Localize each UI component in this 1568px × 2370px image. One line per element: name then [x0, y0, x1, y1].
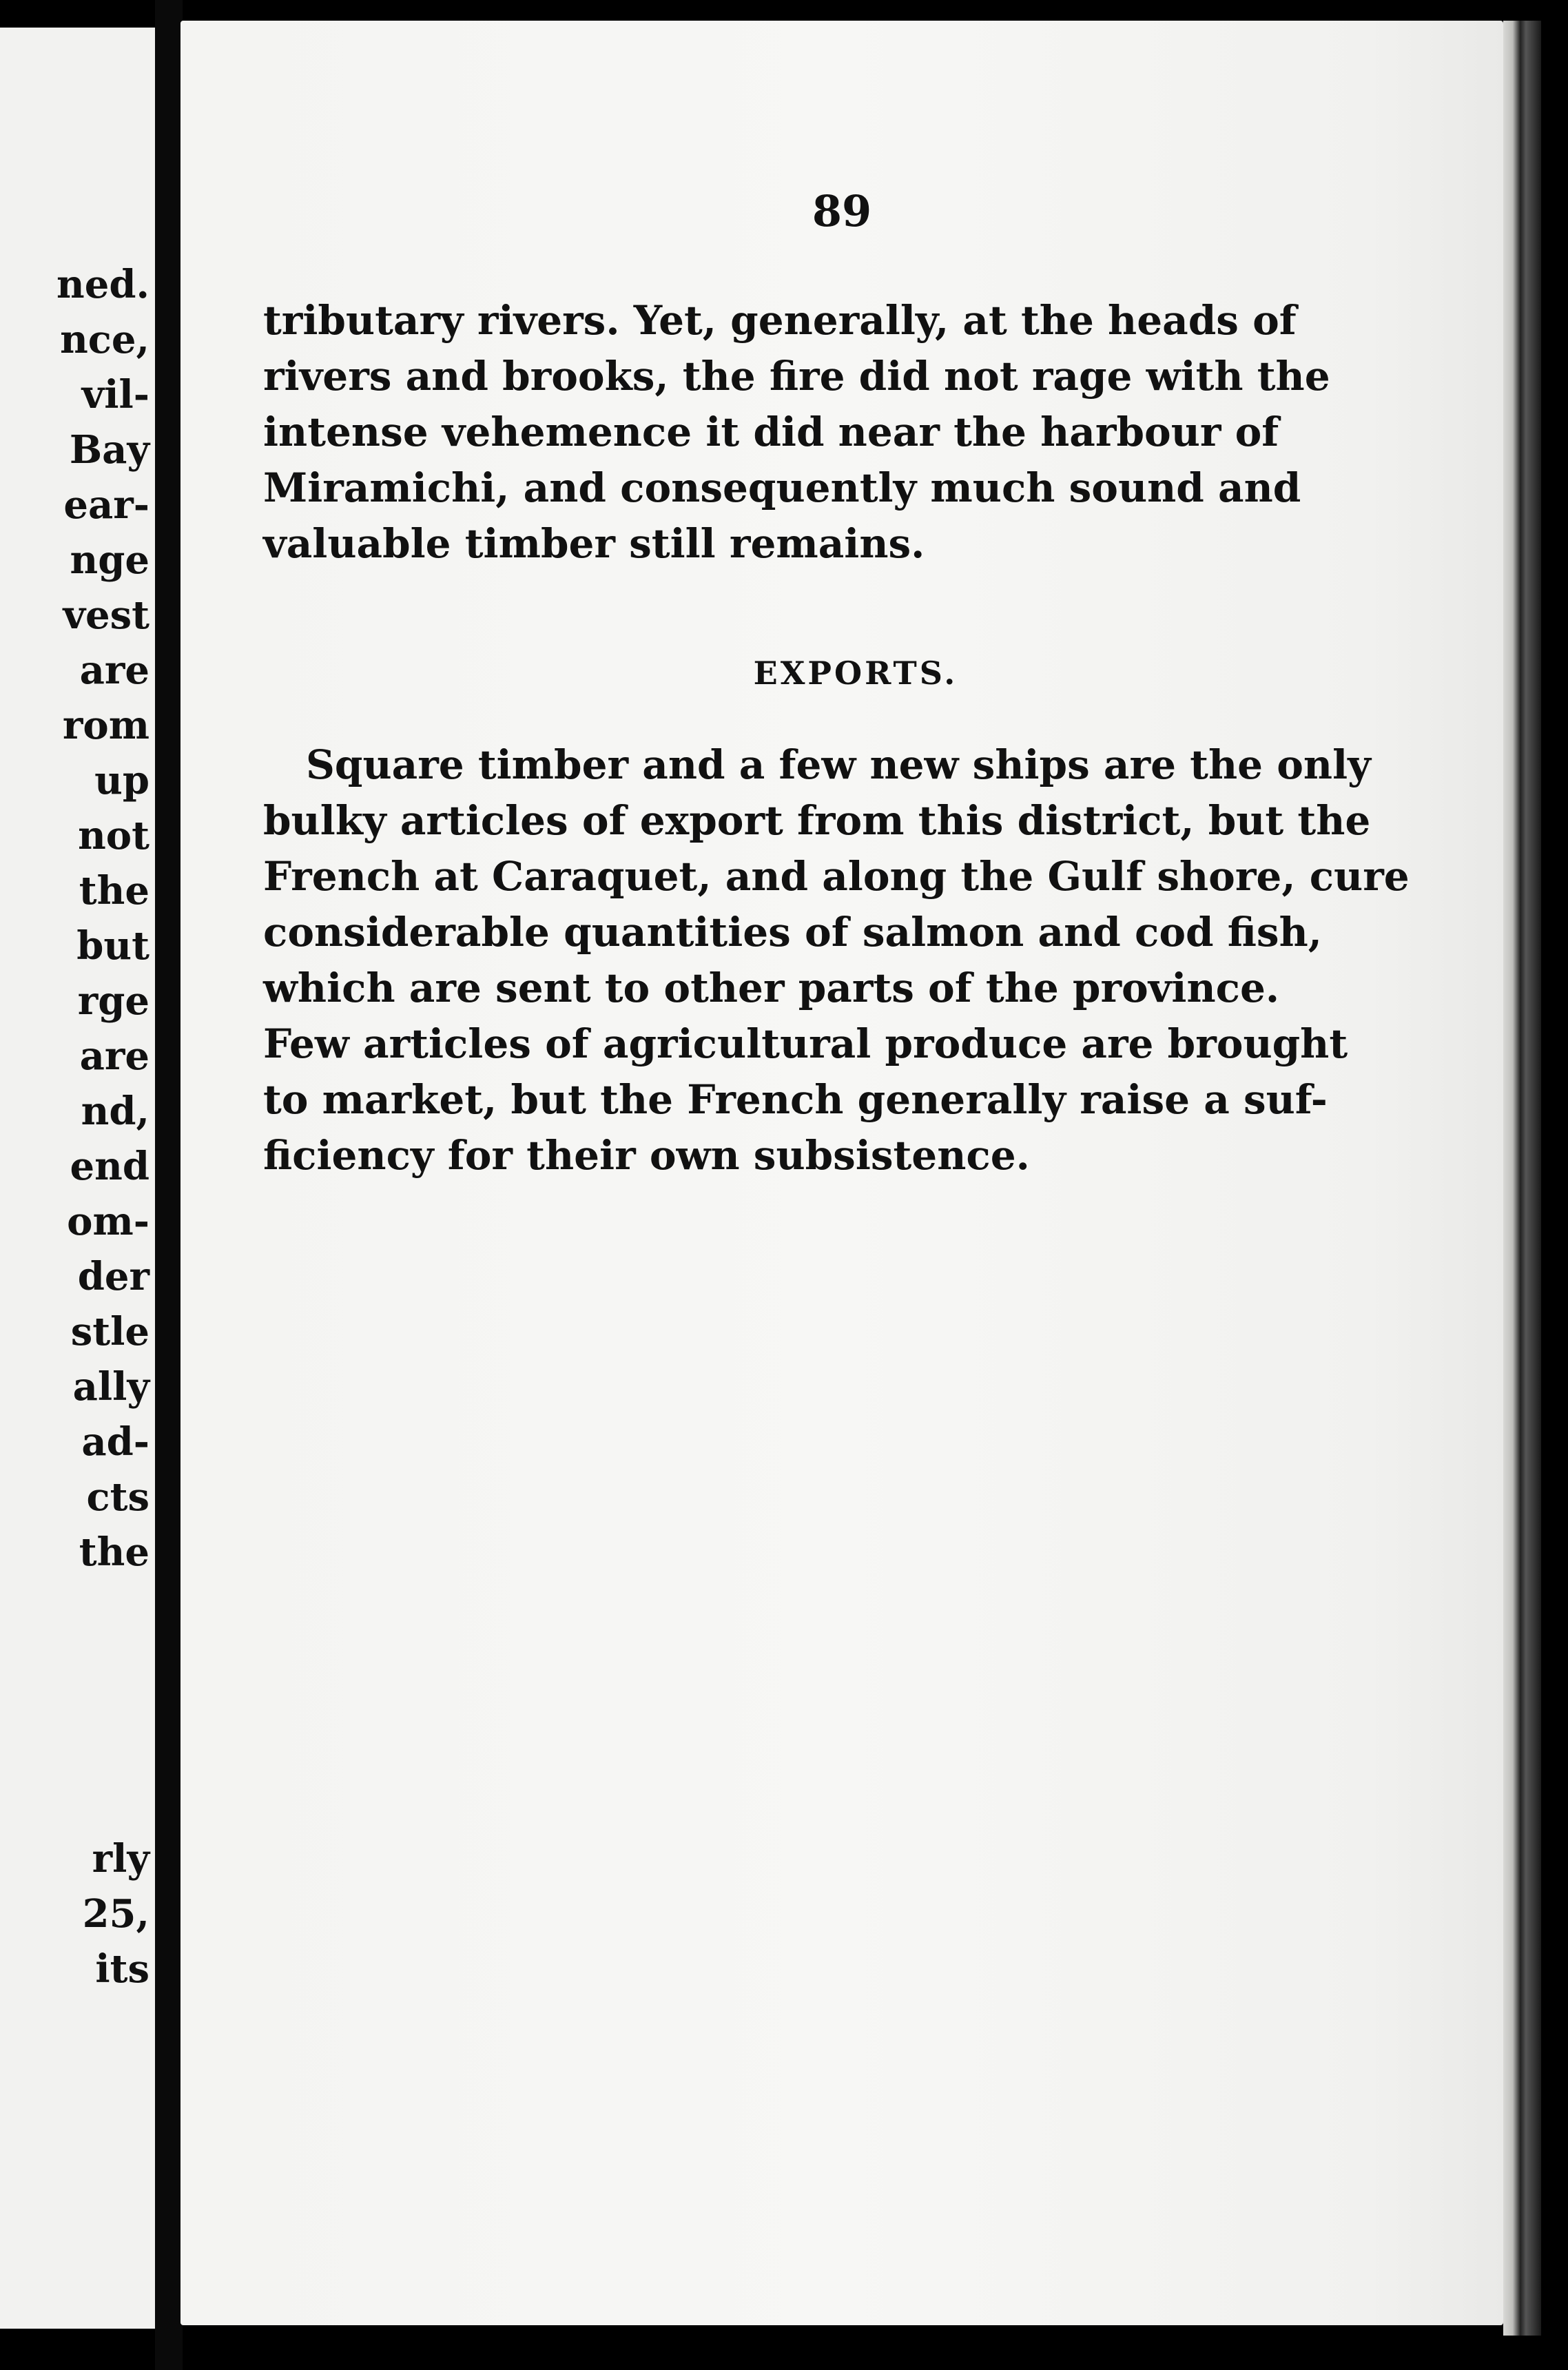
- left-fragment: the: [79, 1529, 149, 1575]
- left-fragment: rom: [62, 703, 149, 748]
- left-fragment: Bay: [69, 427, 149, 473]
- left-fragment: its: [95, 1946, 149, 1992]
- left-fragment: are: [79, 648, 149, 693]
- left-fragment: der: [77, 1254, 149, 1299]
- text-line: considerable quantities of salmon and cod fish,: [263, 909, 1322, 956]
- paragraph-tributary: [263, 293, 1330, 572]
- left-fragment: ned.: [56, 262, 149, 307]
- left-page-fragment: [0, 28, 155, 2329]
- left-fragment: ad-: [81, 1419, 149, 1465]
- left-fragment: are: [79, 1033, 149, 1079]
- left-fragment: up: [94, 758, 149, 803]
- left-fragment: ally: [72, 1364, 149, 1410]
- text-line: intense vehemence it did near the harbour of: [263, 409, 1279, 455]
- book-page-edge: [1503, 21, 1541, 2336]
- left-fragment: vil-: [81, 372, 149, 418]
- left-fragment: but: [76, 923, 149, 969]
- left-fragment: nge: [70, 537, 149, 583]
- text-line: bulky articles of export from this district, but the: [263, 797, 1371, 844]
- text-line: Square timber and a few new ships are the only: [306, 741, 1371, 788]
- left-fragment: not: [78, 813, 149, 858]
- left-fragment: nce,: [60, 317, 149, 362]
- left-fragment: vest: [63, 592, 149, 638]
- book-page: [180, 21, 1503, 2325]
- section-heading-exports: EXPORTS.: [753, 655, 958, 692]
- left-fragment: end: [70, 1144, 149, 1189]
- left-fragment: rge: [77, 978, 149, 1024]
- book-gutter: [155, 0, 183, 2370]
- text-line: rivers and brooks, the fire did not rage with the: [263, 353, 1330, 400]
- text-line: tributary rivers. Yet, generally, at the heads of: [263, 297, 1297, 344]
- text-line: Miramichi, and consequently much sound and: [263, 464, 1301, 511]
- text-line: French at Caraquet, and along the Gulf shore, cure: [263, 853, 1410, 900]
- left-fragment: 25,: [82, 1891, 149, 1937]
- left-fragment: the: [79, 868, 149, 914]
- left-fragment: cts: [86, 1474, 149, 1520]
- text-line: valuable timber still remains.: [263, 520, 925, 567]
- left-fragment: rly: [92, 1836, 149, 1882]
- text-line: which are sent to other parts of the province.: [263, 965, 1280, 1011]
- left-fragment: om-: [67, 1199, 149, 1244]
- left-fragment: ear-: [63, 482, 149, 528]
- paragraph-exports: [263, 737, 1410, 1184]
- text-line: to market, but the French generally raise a suf-: [263, 1076, 1328, 1123]
- page-number: 89: [812, 186, 872, 236]
- left-fragment: nd,: [81, 1089, 149, 1134]
- text-line: ficiency for their own subsistence.: [263, 1132, 1030, 1179]
- left-fragment: stle: [70, 1309, 149, 1354]
- text-line: Few articles of agricultural produce are brought: [263, 1020, 1348, 1067]
